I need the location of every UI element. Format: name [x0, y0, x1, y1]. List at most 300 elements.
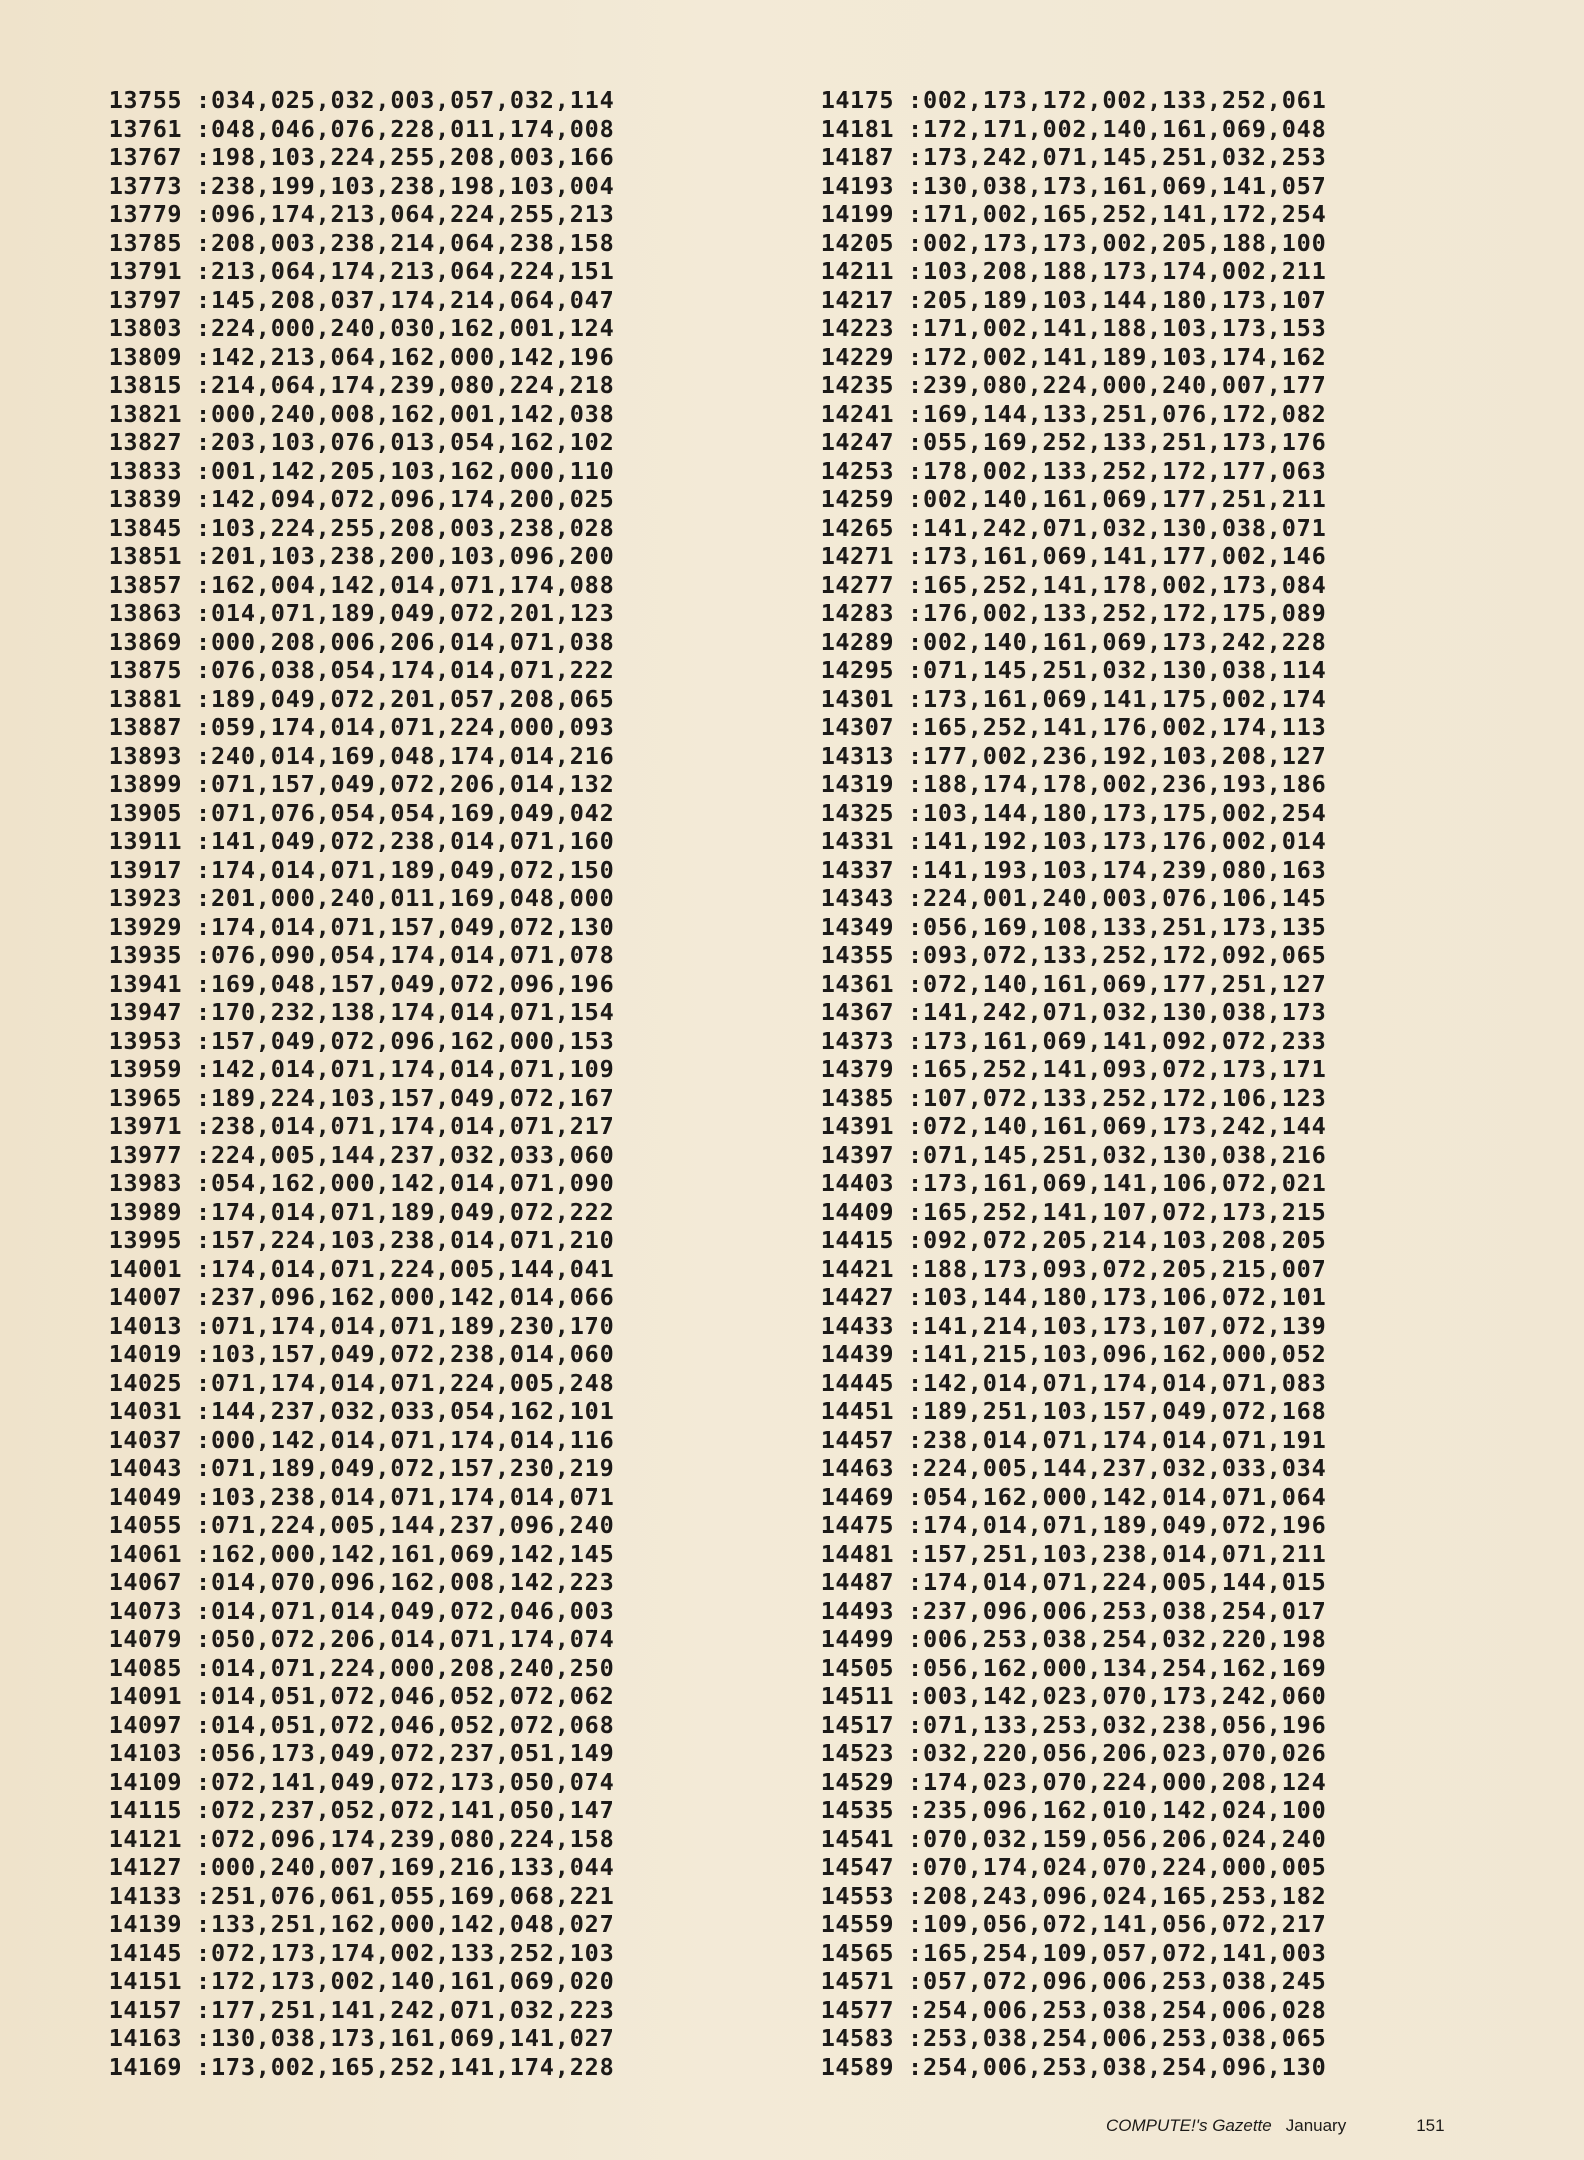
line-number: 14415	[820, 1226, 894, 1254]
data-bytes: :162,000,142,161,069,142,145	[196, 1539, 615, 1568]
listing-row	[802, 1283, 1327, 1312]
data-bytes: :165,252,141,176,002,174,113	[908, 713, 1327, 741]
listing-row	[90, 1625, 615, 1654]
data-bytes: :173,161,069,141,175,002,174	[908, 684, 1327, 713]
line-number: 14331	[820, 827, 894, 855]
data-bytes: :172,173,002,140,161,069,020	[196, 1967, 615, 1995]
line-number: 14259	[820, 485, 894, 513]
data-bytes: :071,157,049,072,206,014,132	[196, 770, 615, 798]
line-number: 14505	[820, 1653, 894, 1682]
listing-row	[90, 172, 615, 201]
data-bytes: :238,199,103,238,198,103,004	[196, 171, 615, 200]
data-bytes: :014,070,096,162,008,142,223	[196, 1568, 615, 1596]
listing-row	[802, 1084, 1327, 1113]
data-bytes: :171,002,165,252,141,172,254	[908, 200, 1327, 228]
data-bytes: :141,242,071,032,130,038,071	[908, 513, 1327, 542]
line-number: 14007	[108, 1283, 182, 1311]
data-bytes: :103,224,255,208,003,238,028	[196, 513, 615, 542]
line-number: 14235	[820, 371, 894, 399]
line-number: 14325	[820, 798, 894, 827]
data-bytes: :174,014,071,189,049,072,150	[196, 855, 615, 884]
line-number: 13923	[108, 884, 182, 912]
listing-row	[802, 799, 1327, 828]
data-bytes: :072,140,161,069,177,251,127	[908, 969, 1327, 998]
data-bytes: :254,006,253,038,254,096,130	[908, 2052, 1327, 2081]
data-bytes: :092,072,205,214,103,208,205	[908, 1226, 1327, 1254]
data-bytes: :001,142,205,103,162,000,110	[196, 456, 615, 485]
listing-row	[90, 913, 615, 942]
data-bytes: :173,161,069,141,092,072,233	[908, 1026, 1327, 1055]
line-number: 14103	[108, 1739, 182, 1767]
listing-row	[802, 428, 1327, 457]
listing-row	[802, 599, 1327, 628]
listing-row	[90, 1112, 615, 1141]
listing-row	[90, 1939, 615, 1968]
line-number: 13761	[108, 114, 182, 143]
listing-row	[802, 457, 1327, 486]
listing-row	[90, 1369, 615, 1398]
data-bytes: :189,224,103,157,049,072,167	[196, 1083, 615, 1112]
data-bytes: :141,214,103,173,107,072,139	[908, 1311, 1327, 1340]
line-number: 14241	[820, 399, 894, 428]
data-bytes: :070,174,024,070,224,000,005	[908, 1853, 1327, 1881]
magazine-title: COMPUTE!'s Gazette	[1106, 2116, 1272, 2135]
listing-row	[90, 1397, 615, 1426]
line-number: 14085	[108, 1653, 182, 1682]
data-bytes: :239,080,224,000,240,007,177	[908, 371, 1327, 399]
line-number: 14253	[820, 456, 894, 485]
listing-row	[90, 742, 615, 771]
data-bytes: :034,025,032,003,057,032,114	[196, 86, 615, 114]
data-bytes: :201,000,240,011,169,048,000	[196, 884, 615, 912]
line-number: 13857	[108, 570, 182, 599]
data-bytes: :142,213,064,162,000,142,196	[196, 342, 615, 371]
data-bytes: :174,014,071,189,049,072,196	[908, 1511, 1327, 1539]
data-bytes: :103,238,014,071,174,014,071	[196, 1482, 615, 1511]
listing-row	[90, 514, 615, 543]
data-bytes: :142,014,071,174,014,071,083	[908, 1368, 1327, 1397]
listing-row	[90, 856, 615, 885]
data-bytes: :071,133,253,032,238,056,196	[908, 1710, 1327, 1739]
listing-row	[802, 1426, 1327, 1455]
listing-row	[90, 343, 615, 372]
line-number: 14019	[108, 1340, 182, 1368]
line-number: 14313	[820, 741, 894, 770]
line-number: 14301	[820, 684, 894, 713]
line-number: 14061	[108, 1539, 182, 1568]
line-number: 13851	[108, 542, 182, 570]
line-number: 14409	[820, 1197, 894, 1226]
data-bytes: :014,071,014,049,072,046,003	[196, 1596, 615, 1625]
line-number: 14367	[820, 998, 894, 1026]
data-bytes: :055,169,252,133,251,173,176	[908, 428, 1327, 456]
listing-row	[90, 115, 615, 144]
data-bytes: :145,208,037,174,214,064,047	[196, 285, 615, 314]
listing-row	[802, 1540, 1327, 1569]
line-number: 14427	[820, 1283, 894, 1311]
listing-row	[802, 770, 1327, 799]
listing-row	[802, 400, 1327, 429]
listing-row	[802, 1055, 1327, 1084]
data-bytes: :174,023,070,224,000,208,124	[908, 1767, 1327, 1796]
listing-row	[802, 1568, 1327, 1597]
data-bytes: :103,157,049,072,238,014,060	[196, 1340, 615, 1368]
listing-row	[90, 1198, 615, 1227]
listing-left-column	[90, 86, 615, 2081]
listing-row	[90, 1996, 615, 2025]
data-bytes: :177,002,236,192,103,208,127	[908, 741, 1327, 770]
line-number: 14577	[820, 1995, 894, 2024]
data-bytes: :103,208,188,173,174,002,211	[908, 257, 1327, 285]
listing-row	[90, 1055, 615, 1084]
data-bytes: :054,162,000,142,014,071,090	[196, 1169, 615, 1197]
data-bytes: :093,072,133,252,172,092,065	[908, 941, 1327, 969]
data-bytes: :157,251,103,238,014,071,211	[908, 1539, 1327, 1568]
listing-row	[90, 1255, 615, 1284]
listing-row	[90, 86, 615, 115]
data-bytes: :165,252,141,107,072,173,215	[908, 1197, 1327, 1226]
data-bytes: :070,032,159,056,206,024,240	[908, 1824, 1327, 1853]
listing-row	[90, 1910, 615, 1939]
listing-row	[90, 799, 615, 828]
data-bytes: :003,142,023,070,173,242,060	[908, 1682, 1327, 1710]
data-bytes: :057,072,096,006,253,038,245	[908, 1967, 1327, 1995]
data-bytes: :141,193,103,174,239,080,163	[908, 855, 1327, 884]
listing-row	[802, 970, 1327, 999]
listing-row	[90, 485, 615, 514]
listing-row	[802, 1255, 1327, 1284]
data-bytes: :172,171,002,140,161,069,048	[908, 114, 1327, 143]
listing-row	[802, 941, 1327, 970]
data-bytes: :103,144,180,173,175,002,254	[908, 798, 1327, 827]
line-number: 13803	[108, 314, 182, 342]
line-number: 13863	[108, 599, 182, 627]
line-number: 14529	[820, 1767, 894, 1796]
line-number: 14037	[108, 1425, 182, 1454]
line-number: 14517	[820, 1710, 894, 1739]
line-number: 14361	[820, 969, 894, 998]
listing-row	[90, 286, 615, 315]
line-number: 14205	[820, 228, 894, 257]
listing-row	[802, 1796, 1327, 1825]
listing-row	[802, 1169, 1327, 1198]
listing-row	[90, 1711, 615, 1740]
line-number: 14223	[820, 314, 894, 342]
data-bytes: :014,051,072,046,052,072,062	[196, 1682, 615, 1710]
data-bytes: :254,006,253,038,254,006,028	[908, 1995, 1327, 2024]
line-number: 13773	[108, 171, 182, 200]
listing-row	[90, 1853, 615, 1882]
listing-row	[802, 1369, 1327, 1398]
data-bytes: :174,014,071,157,049,072,130	[196, 912, 615, 941]
listing-row	[90, 1682, 615, 1711]
line-number: 14055	[108, 1511, 182, 1539]
listing-row	[90, 1454, 615, 1483]
line-number: 13827	[108, 428, 182, 456]
listing-row	[90, 770, 615, 799]
listing-row	[90, 314, 615, 343]
listing-row	[802, 257, 1327, 286]
line-number: 13791	[108, 257, 182, 285]
listing-row	[802, 1654, 1327, 1683]
line-number: 13755	[108, 86, 182, 114]
line-number: 14283	[820, 599, 894, 627]
listing-row	[90, 713, 615, 742]
data-bytes: :141,192,103,173,176,002,014	[908, 827, 1327, 855]
listing-row	[802, 1739, 1327, 1768]
data-bytes: :072,140,161,069,173,242,144	[908, 1112, 1327, 1140]
line-number: 14535	[820, 1796, 894, 1824]
listing-row	[90, 656, 615, 685]
data-bytes: :177,251,141,242,071,032,223	[196, 1995, 615, 2024]
line-number: 13983	[108, 1169, 182, 1197]
data-bytes: :071,224,005,144,237,096,240	[196, 1511, 615, 1539]
line-number: 14001	[108, 1254, 182, 1283]
line-number: 14403	[820, 1169, 894, 1197]
data-bytes: :133,251,162,000,142,048,027	[196, 1910, 615, 1938]
line-number: 14049	[108, 1482, 182, 1511]
line-number: 14073	[108, 1596, 182, 1625]
line-number: 14523	[820, 1739, 894, 1767]
line-number: 14499	[820, 1625, 894, 1653]
listing-row	[802, 1711, 1327, 1740]
listing-row	[90, 1483, 615, 1512]
listing-row	[90, 143, 615, 172]
listing-row	[802, 343, 1327, 372]
line-number: 14559	[820, 1910, 894, 1938]
line-number: 13887	[108, 713, 182, 741]
listing-row	[802, 1198, 1327, 1227]
line-number: 14115	[108, 1796, 182, 1824]
data-bytes: :174,014,071,189,049,072,222	[196, 1197, 615, 1226]
line-number: 13953	[108, 1026, 182, 1055]
page-number: 151	[1416, 2116, 1445, 2135]
listing-row	[802, 884, 1327, 913]
listing-row	[802, 1340, 1327, 1369]
data-bytes: :141,242,071,032,130,038,173	[908, 998, 1327, 1026]
listing-row	[802, 200, 1327, 229]
line-number: 14463	[820, 1454, 894, 1482]
listing-row	[802, 827, 1327, 856]
data-bytes: :002,140,161,069,177,251,211	[908, 485, 1327, 513]
data-bytes: :224,001,240,003,076,106,145	[908, 884, 1327, 912]
data-bytes: :169,144,133,251,076,172,082	[908, 399, 1327, 428]
line-number: 14139	[108, 1910, 182, 1938]
listing-row	[90, 1825, 615, 1854]
data-bytes: :072,237,052,072,141,050,147	[196, 1796, 615, 1824]
listing-row	[90, 1597, 615, 1626]
line-number: 13941	[108, 969, 182, 998]
data-bytes: :071,145,251,032,130,038,114	[908, 656, 1327, 684]
data-bytes: :213,064,174,213,064,224,151	[196, 257, 615, 285]
data-bytes: :214,064,174,239,080,224,218	[196, 371, 615, 399]
line-number: 14493	[820, 1596, 894, 1625]
line-number: 14217	[820, 285, 894, 314]
line-number: 13767	[108, 143, 182, 171]
listing-row	[90, 371, 615, 400]
data-bytes: :000,240,008,162,001,142,038	[196, 399, 615, 428]
line-number: 14475	[820, 1511, 894, 1539]
listing-row	[802, 1625, 1327, 1654]
line-number: 14271	[820, 542, 894, 570]
data-bytes: :224,005,144,237,032,033,034	[908, 1454, 1327, 1482]
listing-row	[90, 1739, 615, 1768]
listing-row	[802, 1511, 1327, 1540]
data-bytes: :054,162,000,142,014,071,064	[908, 1482, 1327, 1511]
data-bytes: :000,240,007,169,216,133,044	[196, 1853, 615, 1881]
line-number: 14229	[820, 342, 894, 371]
data-bytes: :238,014,071,174,014,071,217	[196, 1112, 615, 1140]
line-number: 14511	[820, 1682, 894, 1710]
data-bytes: :224,005,144,237,032,033,060	[196, 1140, 615, 1169]
line-number: 14157	[108, 1995, 182, 2024]
line-number: 14337	[820, 855, 894, 884]
line-number: 13869	[108, 627, 182, 656]
line-number: 14025	[108, 1368, 182, 1397]
line-number: 14547	[820, 1853, 894, 1881]
listing-row	[90, 1426, 615, 1455]
listing-row	[90, 1654, 615, 1683]
listing-row	[90, 1340, 615, 1369]
listing-row	[90, 628, 615, 657]
line-number: 14097	[108, 1710, 182, 1739]
listing-row	[802, 656, 1327, 685]
line-number: 14397	[820, 1140, 894, 1169]
listing-row	[90, 1967, 615, 1996]
data-bytes: :076,038,054,174,014,071,222	[196, 656, 615, 684]
line-number: 14589	[820, 2052, 894, 2081]
data-bytes: :032,220,056,206,023,070,026	[908, 1739, 1327, 1767]
line-number: 14121	[108, 1824, 182, 1853]
data-bytes: :048,046,076,228,011,174,008	[196, 114, 615, 143]
line-number: 13785	[108, 228, 182, 257]
data-bytes: :171,002,141,188,103,173,153	[908, 314, 1327, 342]
listing-row	[90, 257, 615, 286]
listing-row	[90, 200, 615, 229]
data-bytes: :162,004,142,014,071,174,088	[196, 570, 615, 599]
data-bytes: :157,224,103,238,014,071,210	[196, 1226, 615, 1254]
data-bytes: :188,174,178,002,236,193,186	[908, 770, 1327, 798]
data-bytes: :107,072,133,252,172,106,123	[908, 1083, 1327, 1112]
line-number: 14385	[820, 1083, 894, 1112]
data-bytes: :165,252,141,093,072,173,171	[908, 1055, 1327, 1083]
listing-row	[90, 2053, 615, 2082]
data-bytes: :178,002,133,252,172,177,063	[908, 456, 1327, 485]
line-number: 14481	[820, 1539, 894, 1568]
data-bytes: :205,189,103,144,180,173,107	[908, 285, 1327, 314]
data-bytes: :109,056,072,141,056,072,217	[908, 1910, 1327, 1938]
listing-row	[90, 400, 615, 429]
line-number: 13929	[108, 912, 182, 941]
data-bytes: :224,000,240,030,162,001,124	[196, 314, 615, 342]
data-bytes: :006,253,038,254,032,220,198	[908, 1625, 1327, 1653]
line-number: 14079	[108, 1625, 182, 1653]
listing-row	[802, 742, 1327, 771]
line-number: 13881	[108, 684, 182, 713]
listing-row	[802, 628, 1327, 657]
data-bytes: :002,173,172,002,133,252,061	[908, 86, 1327, 114]
listing-row	[802, 1483, 1327, 1512]
data-bytes: :103,144,180,173,106,072,101	[908, 1283, 1327, 1311]
listing-row	[90, 827, 615, 856]
line-number: 14175	[820, 86, 894, 114]
listing-row	[802, 1768, 1327, 1797]
line-number: 13911	[108, 827, 182, 855]
line-number: 14199	[820, 200, 894, 228]
data-bytes: :096,174,213,064,224,255,213	[196, 200, 615, 228]
line-number: 14319	[820, 770, 894, 798]
listing-row	[802, 1027, 1327, 1056]
line-number: 13815	[108, 371, 182, 399]
data-bytes: :000,142,014,071,174,014,116	[196, 1425, 615, 1454]
data-bytes: :173,002,165,252,141,174,228	[196, 2052, 615, 2081]
listing-row	[90, 1312, 615, 1341]
listing-row	[90, 457, 615, 486]
line-number: 14349	[820, 912, 894, 941]
listing-row	[802, 913, 1327, 942]
line-number: 14421	[820, 1254, 894, 1283]
line-number: 14013	[108, 1311, 182, 1340]
listing-row	[802, 286, 1327, 315]
line-number: 14043	[108, 1454, 182, 1482]
line-number: 13989	[108, 1197, 182, 1226]
data-bytes: :189,251,103,157,049,072,168	[908, 1397, 1327, 1425]
line-number: 14145	[108, 1938, 182, 1967]
listing-row	[802, 2053, 1327, 2082]
listing-row	[802, 172, 1327, 201]
data-bytes: :002,173,173,002,205,188,100	[908, 228, 1327, 257]
line-number: 14169	[108, 2052, 182, 2081]
data-bytes: :238,014,071,174,014,071,191	[908, 1425, 1327, 1454]
line-number: 13875	[108, 656, 182, 684]
data-bytes: :142,094,072,096,174,200,025	[196, 485, 615, 513]
line-number: 14067	[108, 1568, 182, 1596]
data-bytes: :237,096,162,000,142,014,066	[196, 1283, 615, 1311]
data-bytes: :235,096,162,010,142,024,100	[908, 1796, 1327, 1824]
data-bytes: :059,174,014,071,224,000,093	[196, 713, 615, 741]
line-number: 14553	[820, 1881, 894, 1910]
data-bytes: :072,173,174,002,133,252,103	[196, 1938, 615, 1967]
listing-row	[802, 1397, 1327, 1426]
data-bytes: :071,174,014,071,224,005,248	[196, 1368, 615, 1397]
data-bytes: :188,173,093,072,205,215,007	[908, 1254, 1327, 1283]
listing-row	[802, 1226, 1327, 1255]
line-number: 14445	[820, 1368, 894, 1397]
line-number: 14277	[820, 570, 894, 599]
listing-row	[802, 1825, 1327, 1854]
listing-row	[802, 229, 1327, 258]
listing-row	[802, 713, 1327, 742]
line-number: 14109	[108, 1767, 182, 1796]
listing-row	[802, 1996, 1327, 2025]
line-number: 13809	[108, 342, 182, 371]
listing-row	[802, 115, 1327, 144]
data-bytes: :144,237,032,033,054,162,101	[196, 1397, 615, 1425]
data-bytes: :208,003,238,214,064,238,158	[196, 228, 615, 257]
line-number: 14193	[820, 171, 894, 200]
line-number: 13917	[108, 855, 182, 884]
listing-row	[90, 2024, 615, 2053]
data-bytes: :165,254,109,057,072,141,003	[908, 1938, 1327, 1967]
data-bytes: :173,161,069,141,106,072,021	[908, 1169, 1327, 1197]
line-number: 14439	[820, 1340, 894, 1368]
listing-row	[802, 1910, 1327, 1939]
listing-row	[90, 1796, 615, 1825]
listing-row	[802, 1141, 1327, 1170]
listing-row	[90, 998, 615, 1027]
line-number: 14487	[820, 1568, 894, 1596]
listing-row	[802, 1967, 1327, 1996]
